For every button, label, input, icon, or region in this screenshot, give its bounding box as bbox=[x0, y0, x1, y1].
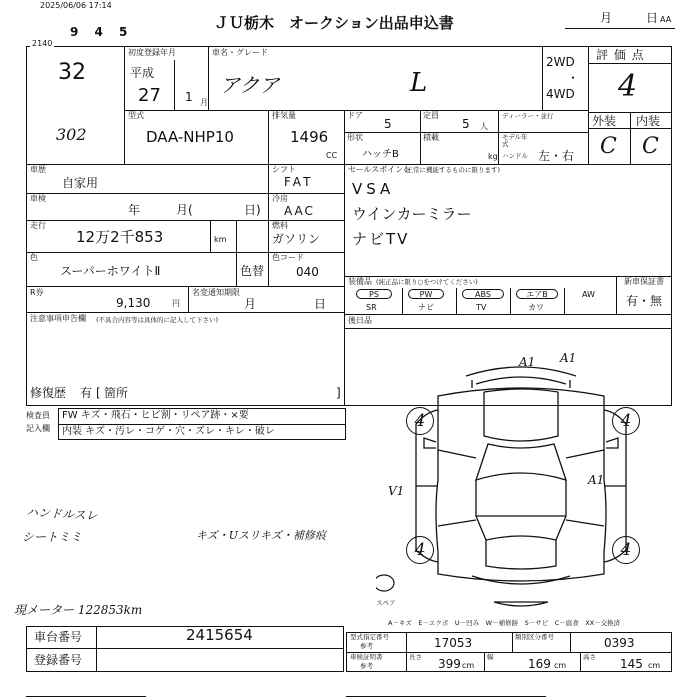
fuel-label: 燃料 bbox=[272, 221, 288, 230]
print-timestamp: 2025/06/06 17:14 bbox=[40, 1, 112, 10]
model-year-label: モデル年式 bbox=[502, 133, 528, 148]
damage-legend: A－キズ E－エクボ U－凹み W－補修跡 S－サビ C－腐食 XX－交換済 bbox=[388, 619, 621, 627]
class-number-label: 類別区分番号 bbox=[515, 633, 554, 641]
damage-mark-left: V1 bbox=[388, 484, 405, 498]
stamp-code: 9 4 5 bbox=[70, 25, 134, 39]
lot-number: 32 bbox=[58, 60, 86, 85]
selling-item-1: VSA bbox=[352, 180, 395, 198]
cooling-value: AAC bbox=[284, 204, 315, 218]
repair-has: 有 bbox=[80, 386, 93, 400]
registration-month: 1 bbox=[185, 90, 193, 104]
recycle-unit: 円 bbox=[172, 299, 180, 308]
spare-label: スペア bbox=[376, 599, 396, 607]
name-change-label: 名変通知期限 bbox=[192, 288, 240, 297]
interior-label: 内装 bbox=[636, 114, 661, 128]
doors-value: 5 bbox=[384, 117, 392, 131]
model-label: 車名・グレード bbox=[212, 48, 268, 57]
type-designation-ref: 参考 bbox=[360, 642, 373, 650]
inspection-label: 車検 bbox=[30, 194, 46, 203]
inspection-day: 日) bbox=[244, 203, 261, 217]
equipment-label: 装備品 bbox=[348, 277, 372, 286]
shift-label: シフト bbox=[272, 165, 296, 174]
inspection-month: 月( bbox=[176, 203, 193, 217]
displacement-unit: CC bbox=[326, 151, 338, 160]
handwritten-note-1: ハンドルスレ bbox=[25, 505, 98, 523]
chassis-value: 2415654 bbox=[186, 626, 253, 644]
shape-value: ハッチB bbox=[362, 149, 399, 160]
damage-mark-top-1: A1 bbox=[519, 355, 536, 369]
registration-month-unit: 月 bbox=[200, 98, 208, 107]
equipment-airbag: エアB bbox=[516, 289, 558, 299]
notes-sub: (不具合内容等は具体的に記入して下さい) bbox=[96, 316, 219, 324]
page-title: ＪＵ栃木 オークション出品申込書 bbox=[214, 14, 454, 32]
usage-label: 車歴 bbox=[30, 165, 46, 174]
equipment-sub: (純正品に限り○をつけてください) bbox=[376, 278, 478, 286]
wheel-rear-left: 4 bbox=[406, 536, 434, 564]
color-value: スーパーホワイトⅡ bbox=[60, 264, 161, 278]
registration-no-label: 登録番号 bbox=[34, 653, 83, 667]
class-number-value: 0393 bbox=[604, 636, 635, 650]
length-value: 399 bbox=[438, 657, 461, 671]
repair-label: 修復歴 bbox=[30, 386, 67, 400]
usage-value: 自家用 bbox=[62, 176, 99, 190]
equipment-sr: SR bbox=[366, 303, 377, 312]
load-label: 積載 bbox=[423, 133, 439, 142]
evaluation-label: 評 価 点 bbox=[596, 48, 645, 62]
equipment-abs: ABS bbox=[462, 289, 504, 299]
name-change-month: 月 bbox=[244, 297, 257, 311]
handwritten-note-3: キズ・Uスリキズ・補修痕 bbox=[196, 529, 326, 542]
drive-4wd: 4WD bbox=[546, 87, 575, 101]
model-grade: L bbox=[410, 68, 428, 98]
width-label: 幅 bbox=[487, 653, 494, 661]
lot-handwritten: 302 bbox=[56, 125, 87, 144]
odometer-note: 現メーター 122853km bbox=[14, 603, 143, 617]
width-unit: cm bbox=[554, 661, 567, 670]
drive-dot: ・ bbox=[567, 71, 580, 85]
color-code-label: 色コード bbox=[272, 253, 304, 262]
selling-item-2: ウインカーミラー bbox=[352, 205, 472, 223]
model-name: アクア bbox=[220, 73, 280, 97]
selling-item-3: ナビTV bbox=[352, 230, 410, 248]
car-damage-diagram bbox=[376, 340, 666, 620]
registration-year: 27 bbox=[138, 85, 161, 106]
repair-close: ] bbox=[336, 386, 341, 400]
length-unit: cm bbox=[462, 661, 475, 670]
handwritten-note-2: シートミミ bbox=[22, 530, 83, 544]
checklist-row-2: 内装 キズ・汚レ・コゲ・穴・ズレ・キレ・破レ bbox=[62, 426, 275, 437]
exterior-label: 外装 bbox=[592, 114, 617, 128]
color-label: 色 bbox=[30, 253, 38, 262]
equipment-ps: PS bbox=[356, 289, 392, 299]
evaluation-score: 4 bbox=[618, 69, 638, 104]
checklist-label-2: 記入欄 bbox=[26, 424, 50, 433]
mileage-label: 走行 bbox=[30, 221, 46, 230]
type-label: 型式 bbox=[128, 111, 144, 120]
height-label: 高さ bbox=[583, 653, 596, 661]
day-label: 日 bbox=[646, 11, 659, 25]
width-value: 169 bbox=[528, 657, 551, 671]
capacity-label: 定員 bbox=[423, 111, 439, 120]
displacement-label: 排気量 bbox=[272, 111, 296, 120]
repair-bracket: [ bbox=[96, 386, 101, 400]
equipment-aw: AW bbox=[582, 290, 595, 299]
equipment-leather: カワ bbox=[528, 303, 544, 312]
post-items-label: 後日品 bbox=[348, 316, 372, 325]
dealer-label: ディーラー・並行 bbox=[502, 112, 554, 120]
dimensions-ref: 参考 bbox=[360, 662, 373, 670]
mileage-value: 12万2千853 bbox=[76, 228, 164, 246]
recycle-value: 9,130 bbox=[116, 296, 151, 310]
aa-label: AA bbox=[660, 15, 672, 24]
height-unit: cm bbox=[648, 661, 661, 670]
selling-sub: (正常に機能するものに限ります) bbox=[404, 166, 501, 174]
registration-label: 初度登録年月 bbox=[128, 48, 176, 57]
doors-label: ドア bbox=[347, 111, 363, 120]
month-label: 月 bbox=[600, 11, 613, 25]
displacement-value: 1496 bbox=[290, 128, 329, 146]
capacity-value: 5 bbox=[462, 117, 470, 131]
color-code: 040 bbox=[296, 265, 319, 279]
warranty-value: 有・無 bbox=[626, 294, 663, 308]
warranty-label: 新車保証書 bbox=[624, 277, 664, 286]
registration-era: 平成 bbox=[130, 66, 155, 80]
type-designation-value: 17053 bbox=[434, 636, 473, 650]
wheel-rear-right: 4 bbox=[612, 536, 640, 564]
selling-label: セールスポイント bbox=[348, 165, 412, 174]
checklist-label-1: 検査員 bbox=[26, 411, 50, 420]
checklist-row-1: FW キズ・飛石・ヒビ割・リペア跡・×要 bbox=[62, 410, 249, 421]
notes-label: 注意事項申告欄 bbox=[30, 314, 86, 323]
length-label: 長さ bbox=[409, 653, 422, 661]
equipment-tv: TV bbox=[476, 303, 487, 312]
mileage-unit: km bbox=[214, 235, 227, 244]
drive-2wd: 2WD bbox=[546, 55, 575, 69]
height-value: 145 bbox=[620, 657, 643, 671]
type-designation-label: 型式指定番号 bbox=[350, 633, 389, 641]
wheel-front-left: 4 bbox=[406, 407, 434, 435]
type-value: DAA-NHP10 bbox=[146, 128, 234, 146]
dimensions-label: 車検証明書 bbox=[350, 653, 383, 661]
interior-grade: C bbox=[642, 134, 659, 159]
inspection-year: 年 bbox=[128, 203, 141, 217]
cooling-label: 冷房 bbox=[272, 194, 288, 203]
exterior-grade: C bbox=[600, 134, 617, 159]
shift-value: FAT bbox=[284, 175, 314, 189]
chassis-label: 車台番号 bbox=[34, 630, 83, 644]
equipment-pw: PW bbox=[408, 289, 444, 299]
equipment-navi: ナビ bbox=[418, 303, 434, 312]
handle-label: ハンドル bbox=[502, 152, 528, 160]
damage-mark-top-2: A1 bbox=[560, 351, 577, 365]
lot-code: 2140 bbox=[32, 39, 53, 48]
damage-mark-right: A1 bbox=[588, 473, 605, 487]
color-change-label: 色替 bbox=[240, 264, 265, 278]
handle-value: 左・右 bbox=[538, 149, 575, 163]
recycle-label: R券 bbox=[30, 288, 44, 297]
wheel-front-right: 4 bbox=[612, 407, 640, 435]
repair-section: 箇所 bbox=[104, 386, 129, 400]
name-change-day: 日 bbox=[314, 297, 327, 311]
load-unit: kg bbox=[488, 152, 498, 161]
fuel-value: ガソリン bbox=[272, 232, 321, 246]
shape-label: 形状 bbox=[347, 133, 363, 142]
capacity-unit: 人 bbox=[480, 122, 488, 131]
